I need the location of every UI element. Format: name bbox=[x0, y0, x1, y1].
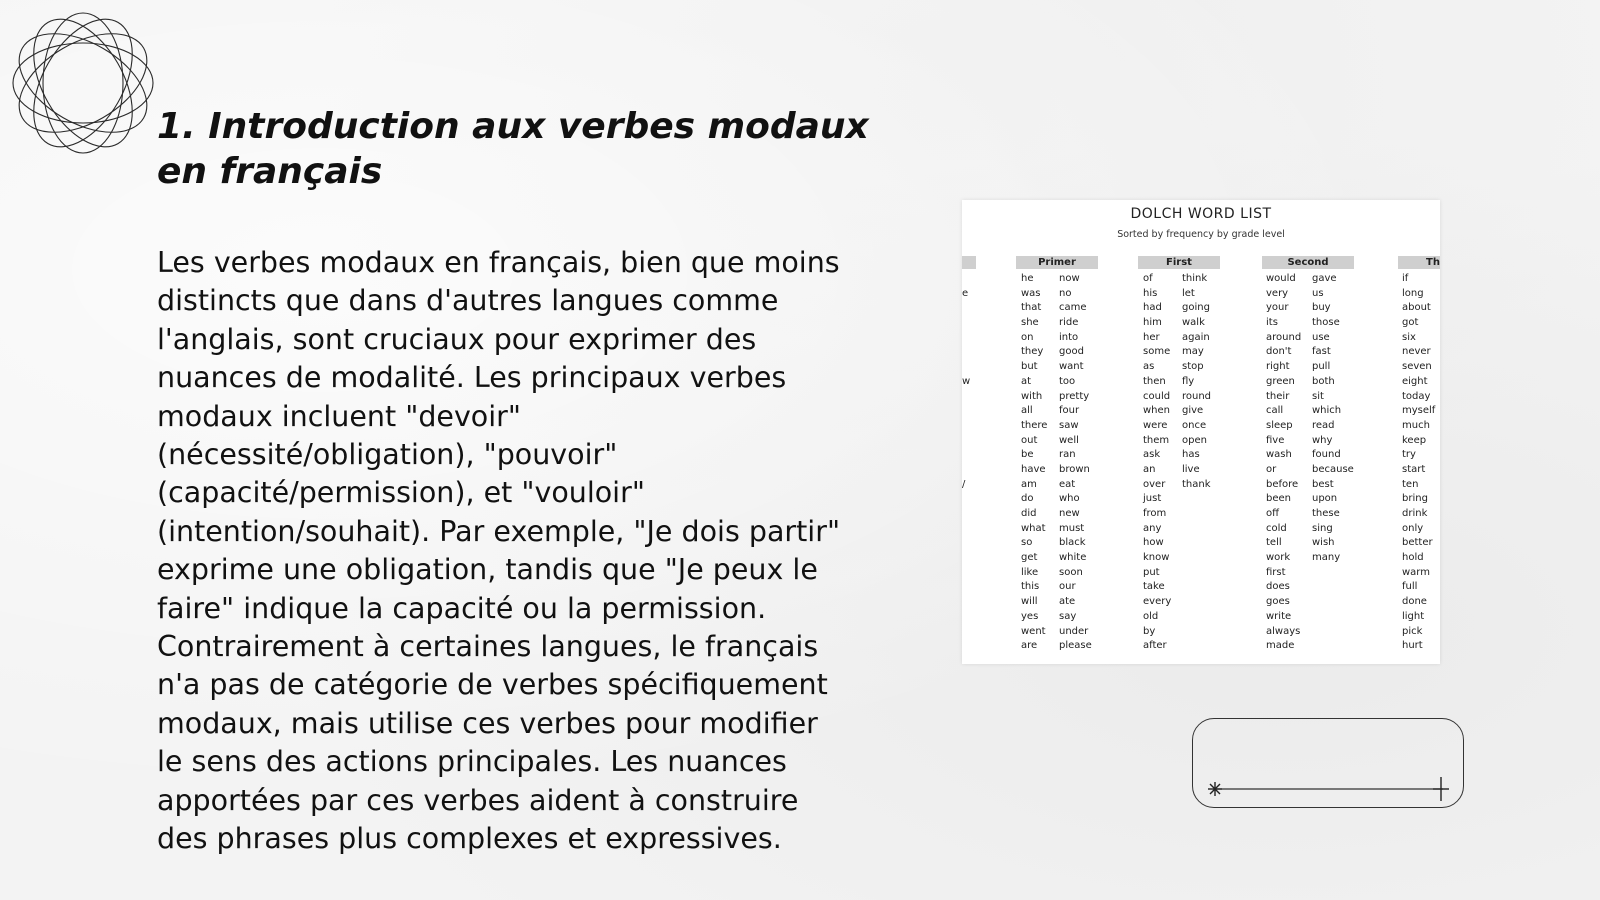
dolch-word bbox=[962, 272, 972, 287]
dolch-word: yes bbox=[1021, 610, 1039, 622]
dolch-word: well bbox=[1059, 434, 1079, 446]
dolch-word: like bbox=[1021, 566, 1039, 578]
dolch-word bbox=[962, 345, 972, 360]
dolch-word: must bbox=[1059, 522, 1085, 534]
dolch-word: does bbox=[1266, 581, 1290, 593]
dolch-word bbox=[962, 463, 972, 478]
dolch-word bbox=[962, 301, 972, 316]
dolch-word: about bbox=[1402, 302, 1431, 314]
dolch-word: know bbox=[1143, 552, 1170, 564]
dolch-word: under bbox=[1059, 625, 1089, 637]
dolch-word: want bbox=[1059, 361, 1084, 373]
dolch-word: please bbox=[1059, 640, 1092, 652]
dolch-word: around bbox=[1266, 331, 1302, 343]
dolch-title: DOLCH WORD LIST bbox=[1130, 206, 1272, 222]
dolch-word: will bbox=[1021, 596, 1038, 608]
dolch-word: at bbox=[1021, 375, 1032, 387]
dolch-word bbox=[962, 331, 972, 346]
dolch-word bbox=[962, 448, 972, 463]
dolch-word: when bbox=[1143, 405, 1171, 417]
dolch-word: six bbox=[1402, 331, 1416, 343]
dolch-word: ask bbox=[1143, 449, 1161, 461]
dolch-word: him bbox=[1143, 317, 1162, 329]
dolch-column-words bbox=[1266, 272, 1301, 654]
dolch-word: over bbox=[1143, 478, 1166, 490]
dolch-word: has bbox=[1182, 449, 1200, 461]
dolch-word: what bbox=[1021, 522, 1046, 534]
dolch-word: best bbox=[1312, 478, 1334, 490]
dolch-word: after bbox=[1143, 640, 1167, 652]
dolch-subtitle: Sorted by frequency by grade level bbox=[1117, 229, 1285, 240]
dolch-word: ten bbox=[1402, 478, 1419, 490]
dolch-word: live bbox=[1182, 463, 1200, 475]
dolch-word: then bbox=[1143, 375, 1166, 387]
dolch-word: had bbox=[1143, 302, 1162, 314]
dolch-word: there bbox=[1021, 419, 1048, 431]
dolch-word: good bbox=[1059, 346, 1084, 358]
dolch-word: before bbox=[1266, 478, 1299, 490]
dolch-word: walk bbox=[1182, 317, 1205, 329]
dolch-word: fly bbox=[1182, 375, 1195, 387]
dolch-word: may bbox=[1182, 346, 1204, 358]
circle-orbit-icon bbox=[8, 8, 158, 158]
dolch-column-header bbox=[962, 256, 976, 269]
dolch-word: today bbox=[1402, 390, 1431, 402]
dolch-word: into bbox=[1059, 331, 1079, 343]
dolch-word: us bbox=[1312, 287, 1324, 299]
dolch-word: why bbox=[1312, 434, 1333, 446]
dolch-word: came bbox=[1059, 302, 1087, 314]
dolch-word: just bbox=[1143, 493, 1162, 505]
dolch-word: work bbox=[1266, 552, 1291, 564]
dolch-word: many bbox=[1312, 552, 1341, 564]
dolch-word bbox=[962, 316, 972, 331]
sparkle-icon bbox=[1208, 782, 1222, 796]
dolch-word: she bbox=[1021, 317, 1039, 329]
dolch-word: open bbox=[1182, 434, 1207, 446]
dolch-word: his bbox=[1143, 287, 1158, 299]
dolch-word: some bbox=[1143, 346, 1171, 358]
dolch-word: again bbox=[1182, 331, 1210, 343]
dolch-word: am bbox=[1021, 478, 1037, 490]
dolch-word: use bbox=[1312, 331, 1330, 343]
dolch-column-words bbox=[1059, 272, 1092, 654]
dolch-word: w bbox=[962, 375, 971, 387]
dolch-word: always bbox=[1266, 625, 1301, 637]
dolch-word: wish bbox=[1312, 537, 1335, 549]
dolch-column-words bbox=[1143, 272, 1171, 654]
dolch-word: better bbox=[1402, 537, 1433, 549]
dolch-word: went bbox=[1021, 625, 1046, 637]
dolch-word: are bbox=[1021, 640, 1038, 652]
dolch-word: that bbox=[1021, 302, 1042, 314]
dolch-word: green bbox=[1266, 375, 1295, 387]
dolch-word: any bbox=[1143, 522, 1162, 534]
dolch-word: did bbox=[1021, 508, 1037, 519]
dolch-column-words bbox=[962, 272, 972, 492]
dolch-word: found bbox=[1312, 449, 1341, 461]
dolch-word: their bbox=[1266, 390, 1290, 402]
dolch-word: ate bbox=[1059, 596, 1076, 608]
dolch-column-header: First bbox=[1138, 256, 1220, 269]
dolch-word: think bbox=[1182, 273, 1208, 284]
dolch-word: drink bbox=[1402, 508, 1428, 519]
dolch-word: upon bbox=[1312, 493, 1338, 505]
dolch-word: eat bbox=[1059, 478, 1076, 490]
dolch-word: keep bbox=[1402, 434, 1427, 446]
dolch-word: have bbox=[1021, 463, 1046, 475]
dolch-word: this bbox=[1021, 581, 1040, 593]
dolch-column-words bbox=[1312, 272, 1354, 566]
dolch-word: cold bbox=[1266, 522, 1287, 534]
dolch-word: by bbox=[1143, 625, 1156, 637]
dolch-word: start bbox=[1402, 463, 1426, 475]
dolch-word: been bbox=[1266, 493, 1291, 505]
dolch-word: fast bbox=[1312, 346, 1331, 358]
dolch-word: now bbox=[1059, 273, 1080, 284]
dolch-word: were bbox=[1143, 419, 1168, 431]
dolch-word: sing bbox=[1312, 522, 1333, 534]
dolch-word: seven bbox=[1402, 361, 1432, 373]
dolch-word: could bbox=[1143, 390, 1171, 402]
dolch-word: which bbox=[1312, 405, 1342, 417]
decorative-slider-frame bbox=[1192, 718, 1464, 808]
dolch-word: so bbox=[1021, 537, 1033, 549]
dolch-word: an bbox=[1143, 463, 1156, 475]
dolch-word: ran bbox=[1059, 449, 1076, 461]
dolch-word: stop bbox=[1182, 361, 1204, 373]
dolch-word: bring bbox=[1402, 493, 1428, 505]
dolch-word: no bbox=[1059, 287, 1072, 299]
dolch-word: would bbox=[1266, 273, 1296, 284]
dolch-word: too bbox=[1059, 375, 1076, 387]
dolch-word: because bbox=[1312, 463, 1354, 475]
dolch-word bbox=[962, 434, 972, 449]
dolch-word: he bbox=[1021, 273, 1034, 284]
dolch-word: white bbox=[1059, 552, 1087, 564]
dolch-word: our bbox=[1059, 581, 1076, 593]
dolch-word: these bbox=[1312, 508, 1340, 519]
dolch-word: who bbox=[1059, 493, 1080, 505]
dolch-word: both bbox=[1312, 375, 1335, 387]
dolch-word: get bbox=[1021, 552, 1038, 564]
dolch-word: wash bbox=[1266, 449, 1292, 461]
slide-title: 1. Introduction aux verbes modaux en français bbox=[157, 106, 869, 192]
dolch-column-header: Second bbox=[1262, 256, 1354, 269]
dolch-word: much bbox=[1402, 419, 1430, 431]
dolch-word: brown bbox=[1059, 463, 1090, 475]
dolch-word: if bbox=[1402, 273, 1409, 284]
dolch-word-list-image bbox=[962, 200, 1440, 664]
dolch-word: old bbox=[1143, 610, 1159, 622]
dolch-word: take bbox=[1143, 581, 1165, 593]
slide-body-text: Les verbes modaux en français, bien que moins distincts que dans d'autres langues comme l'anglais, sont cruciaux pour exprimer des nuances de modalité. Les principaux verbes modaux incluent "devoir" (nécessité/obligation), "pouvoir" (capacité/permission), et "vouloir" (intention/souhait). Par exemple, "Je dois partir" exprime une obligation, tandis que "Je peux le faire" indique la capacité ou la permission. Contrairement à certaines langues, le français n'a pas de catégorie de verbes spécifiquement modaux, mais utilise ces verbes pour modifier le sens des actions principales. Les nuances apportées par ces verbes aident à construire des phrases plus complexes et expressives. bbox=[157, 246, 841, 856]
dolch-word: be bbox=[1021, 449, 1034, 461]
dolch-word: saw bbox=[1059, 419, 1079, 431]
dolch-word: very bbox=[1266, 287, 1289, 299]
dolch-word: sit bbox=[1312, 390, 1324, 402]
dolch-word: give bbox=[1182, 405, 1204, 417]
dolch-word bbox=[962, 360, 972, 375]
dolch-word: or bbox=[1266, 463, 1277, 475]
dolch-word: buy bbox=[1312, 302, 1331, 314]
dolch-word: her bbox=[1143, 331, 1160, 343]
dolch-word: right bbox=[1266, 361, 1290, 373]
dolch-word: say bbox=[1059, 610, 1077, 622]
dolch-word: black bbox=[1059, 537, 1086, 549]
dolch-word: try bbox=[1402, 449, 1416, 461]
dolch-word: every bbox=[1143, 596, 1172, 608]
dolch-word: soon bbox=[1059, 566, 1083, 578]
dolch-word: ride bbox=[1059, 317, 1079, 329]
dolch-word: pull bbox=[1312, 361, 1331, 373]
dolch-word: light bbox=[1402, 610, 1425, 622]
dolch-word: goes bbox=[1266, 596, 1290, 608]
dolch-word: only bbox=[1402, 522, 1424, 534]
dolch-word: four bbox=[1059, 405, 1080, 417]
dolch-word: pretty bbox=[1059, 390, 1090, 402]
dolch-word: do bbox=[1021, 493, 1034, 505]
dolch-word: them bbox=[1143, 434, 1170, 446]
dolch-word: got bbox=[1402, 317, 1419, 329]
dolch-word: new bbox=[1059, 508, 1080, 519]
dolch-word: with bbox=[1021, 390, 1043, 402]
dolch-word: hold bbox=[1402, 552, 1424, 564]
dolch-word: tell bbox=[1266, 537, 1282, 549]
dolch-word bbox=[962, 390, 972, 405]
dolch-word: warm bbox=[1402, 566, 1430, 578]
dolch-column-words bbox=[1402, 272, 1435, 654]
dolch-word: made bbox=[1266, 640, 1295, 652]
dolch-word bbox=[962, 419, 972, 434]
dolch-word: read bbox=[1312, 419, 1335, 431]
dolch-word: those bbox=[1312, 317, 1340, 329]
dolch-word: never bbox=[1402, 346, 1431, 358]
dolch-word: put bbox=[1143, 566, 1160, 578]
dolch-word: done bbox=[1402, 596, 1427, 608]
dolch-word: let bbox=[1182, 287, 1195, 299]
dolch-word: as bbox=[1143, 361, 1155, 373]
dolch-word: e bbox=[962, 287, 969, 299]
dolch-word: how bbox=[1143, 537, 1164, 549]
dolch-word: hurt bbox=[1402, 640, 1423, 652]
dolch-word: was bbox=[1021, 287, 1041, 299]
dolch-word: write bbox=[1266, 610, 1292, 622]
dolch-word: myself bbox=[1402, 405, 1436, 417]
dolch-word: call bbox=[1266, 405, 1284, 417]
dolch-word: pick bbox=[1402, 625, 1423, 637]
dolch-word: / bbox=[962, 478, 966, 490]
dolch-word: all bbox=[1021, 405, 1033, 417]
dolch-word: once bbox=[1182, 419, 1207, 431]
dolch-word bbox=[962, 404, 972, 419]
dolch-column-header: Th bbox=[1398, 256, 1440, 269]
dolch-word: sleep bbox=[1266, 419, 1293, 431]
dolch-word: but bbox=[1021, 361, 1038, 373]
dolch-word: long bbox=[1402, 287, 1424, 299]
dolch-word: full bbox=[1402, 581, 1418, 593]
dolch-word: from bbox=[1143, 508, 1167, 519]
dolch-column-header: Primer bbox=[1016, 256, 1098, 269]
dolch-word: on bbox=[1021, 331, 1034, 343]
dolch-word: they bbox=[1021, 346, 1044, 358]
dolch-word: don't bbox=[1266, 346, 1292, 358]
dolch-word: off bbox=[1266, 508, 1280, 519]
dolch-word: of bbox=[1143, 273, 1153, 284]
dolch-word: round bbox=[1182, 390, 1212, 402]
dolch-word: its bbox=[1266, 317, 1278, 329]
dolch-word: your bbox=[1266, 302, 1289, 314]
dolch-word: out bbox=[1021, 434, 1038, 446]
dolch-word: first bbox=[1266, 566, 1286, 578]
dolch-column-words bbox=[1182, 272, 1211, 492]
dolch-word: gave bbox=[1312, 273, 1337, 284]
dolch-column-words bbox=[1021, 272, 1047, 654]
dolch-word: five bbox=[1266, 434, 1285, 446]
plus-star-icon bbox=[1433, 777, 1449, 801]
dolch-word: going bbox=[1182, 302, 1210, 314]
dolch-word: thank bbox=[1182, 478, 1211, 490]
dolch-word: eight bbox=[1402, 375, 1428, 387]
